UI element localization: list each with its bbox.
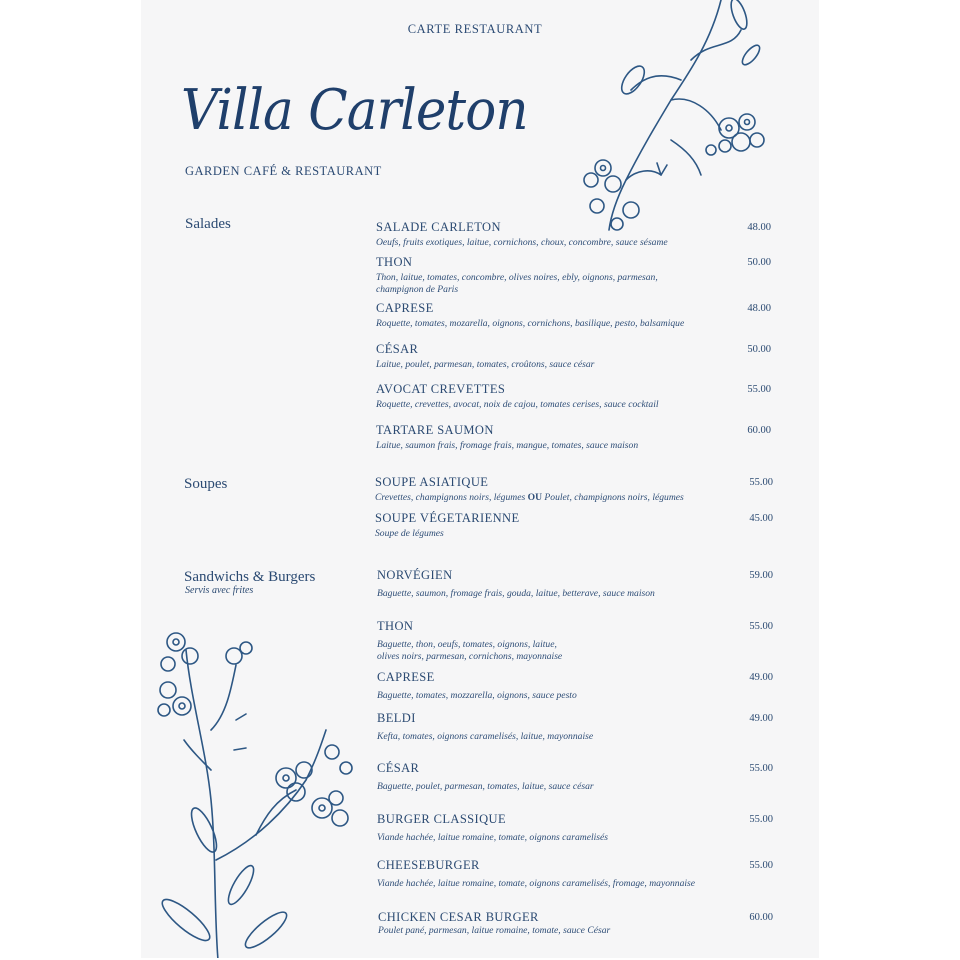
section-title-soupes: Soupes [184, 476, 228, 492]
item-name: CÉSAR [377, 761, 420, 775]
item-price: 45.00 [749, 513, 773, 524]
item-name: CAPRESE [376, 301, 434, 315]
menu-item [377, 670, 777, 702]
item-price: 55.00 [749, 477, 773, 488]
item-price: 49.00 [749, 713, 773, 724]
item-name: TARTARE SAUMON [376, 423, 494, 437]
menu-item [376, 382, 776, 411]
item-price: 60.00 [747, 425, 771, 436]
item-name: NORVÉGIEN [377, 568, 453, 582]
item-name: SOUPE ASIATIQUE [375, 475, 489, 489]
item-description: Soupe de légumes [375, 528, 444, 539]
item-description: Viande hachée, laitue romaine, tomate, oignons caramelisés [377, 832, 609, 843]
item-description: Roquette, crevettes, avocat, noix de cajou, tomates cerises, sauce cocktail [376, 399, 659, 410]
item-description: Poulet pané, parmesan, laitue romaine, tomate, sauce César [378, 925, 611, 936]
brand-tagline: GARDEN CAFÉ & RESTAURANT [185, 164, 382, 178]
item-name: THON [376, 255, 413, 269]
menu-item [377, 619, 777, 662]
item-description: Crevettes, champignons noirs, légumes OU Poulet, champignons noirs, légumes [375, 492, 684, 503]
menu-page [141, 0, 819, 958]
item-price: 55.00 [747, 384, 771, 395]
menu-item [378, 910, 778, 937]
item-description: Baguette, saumon, fromage frais, gouda, laitue, betterave, sauce maison [377, 588, 655, 599]
item-name: CHICKEN CESAR BURGER [378, 910, 539, 924]
item-description: Baguette, tomates, mozzarella, oignons, sauce pesto [377, 690, 577, 701]
item-name: CHEESEBURGER [377, 858, 480, 872]
item-description: olives noirs, parmesan, cornichons, mayonnaise [377, 650, 563, 662]
item-name: SALADE CARLETON [376, 220, 501, 234]
item-price: 48.00 [747, 303, 771, 314]
menu-eyebrow: CARTE RESTAURANT [407, 22, 543, 36]
item-price: 60.00 [749, 912, 773, 923]
item-description: Baguette, thon, oeufs, tomates, oignons, laitue, [377, 639, 557, 650]
item-description: Thon, laitue, tomates, concombre, olives noires, ebly, oignons, parmesan, champignon de Paris [376, 272, 658, 295]
menu-item [376, 301, 776, 330]
menu-item [375, 511, 775, 540]
item-price: 50.00 [747, 257, 771, 268]
item-price: 55.00 [749, 621, 773, 632]
item-price: 50.00 [747, 344, 771, 355]
item-price: 49.00 [749, 672, 773, 683]
menu-item [376, 220, 776, 249]
menu-item [377, 568, 777, 600]
menu-item [376, 423, 776, 452]
item-description: Baguette, poulet, parmesan, tomates, laitue, sauce césar [377, 781, 594, 792]
item-name: THON [377, 619, 414, 633]
item-name: BURGER CLASSIQUE [377, 812, 506, 826]
menu-item [376, 342, 776, 371]
item-name: CAPRESE [377, 670, 435, 684]
section-title-sandwichs: Sandwichs & Burgers [184, 569, 316, 585]
floral-stem-icon [146, 620, 376, 958]
item-description: Laitue, poulet, parmesan, tomates, croûtons, sauce césar [376, 359, 595, 370]
menu-item [377, 812, 777, 844]
section-subtitle: Servis avec frites [185, 585, 254, 596]
item-name: BELDI [377, 711, 416, 725]
brand-logo: Villa Carleton [181, 78, 528, 143]
menu-item [377, 761, 777, 793]
item-name: CÉSAR [376, 342, 419, 356]
menu-item [377, 711, 777, 743]
item-description: Viande hachée, laitue romaine, tomate, oignons caramelisés, fromage, mayonnaise [377, 878, 696, 889]
item-price: 59.00 [749, 570, 773, 581]
section-title-salades: Salades [185, 216, 231, 232]
item-description: Laitue, saumon frais, fromage frais, mangue, tomates, sauce maison [376, 440, 639, 451]
item-description: Roquette, tomates, mozarella, oignons, cornichons, basilique, pesto, balsamique [376, 318, 685, 329]
item-price: 55.00 [749, 763, 773, 774]
item-description: Oeufs, fruits exotiques, laitue, cornichons, choux, concombre, sauce sésame [376, 237, 668, 248]
item-name: AVOCAT CREVETTES [376, 382, 506, 396]
item-description: Kefta, tomates, oignons caramelisés, laitue, mayonnaise [377, 731, 594, 742]
item-price: 55.00 [749, 860, 773, 871]
menu-item [375, 475, 775, 504]
item-price: 55.00 [749, 814, 773, 825]
item-price: 48.00 [747, 222, 771, 233]
menu-item [377, 858, 777, 890]
or-connector: OU [527, 492, 542, 503]
menu-item [376, 255, 776, 295]
item-name: SOUPE VÉGETARIENNE [375, 511, 520, 525]
